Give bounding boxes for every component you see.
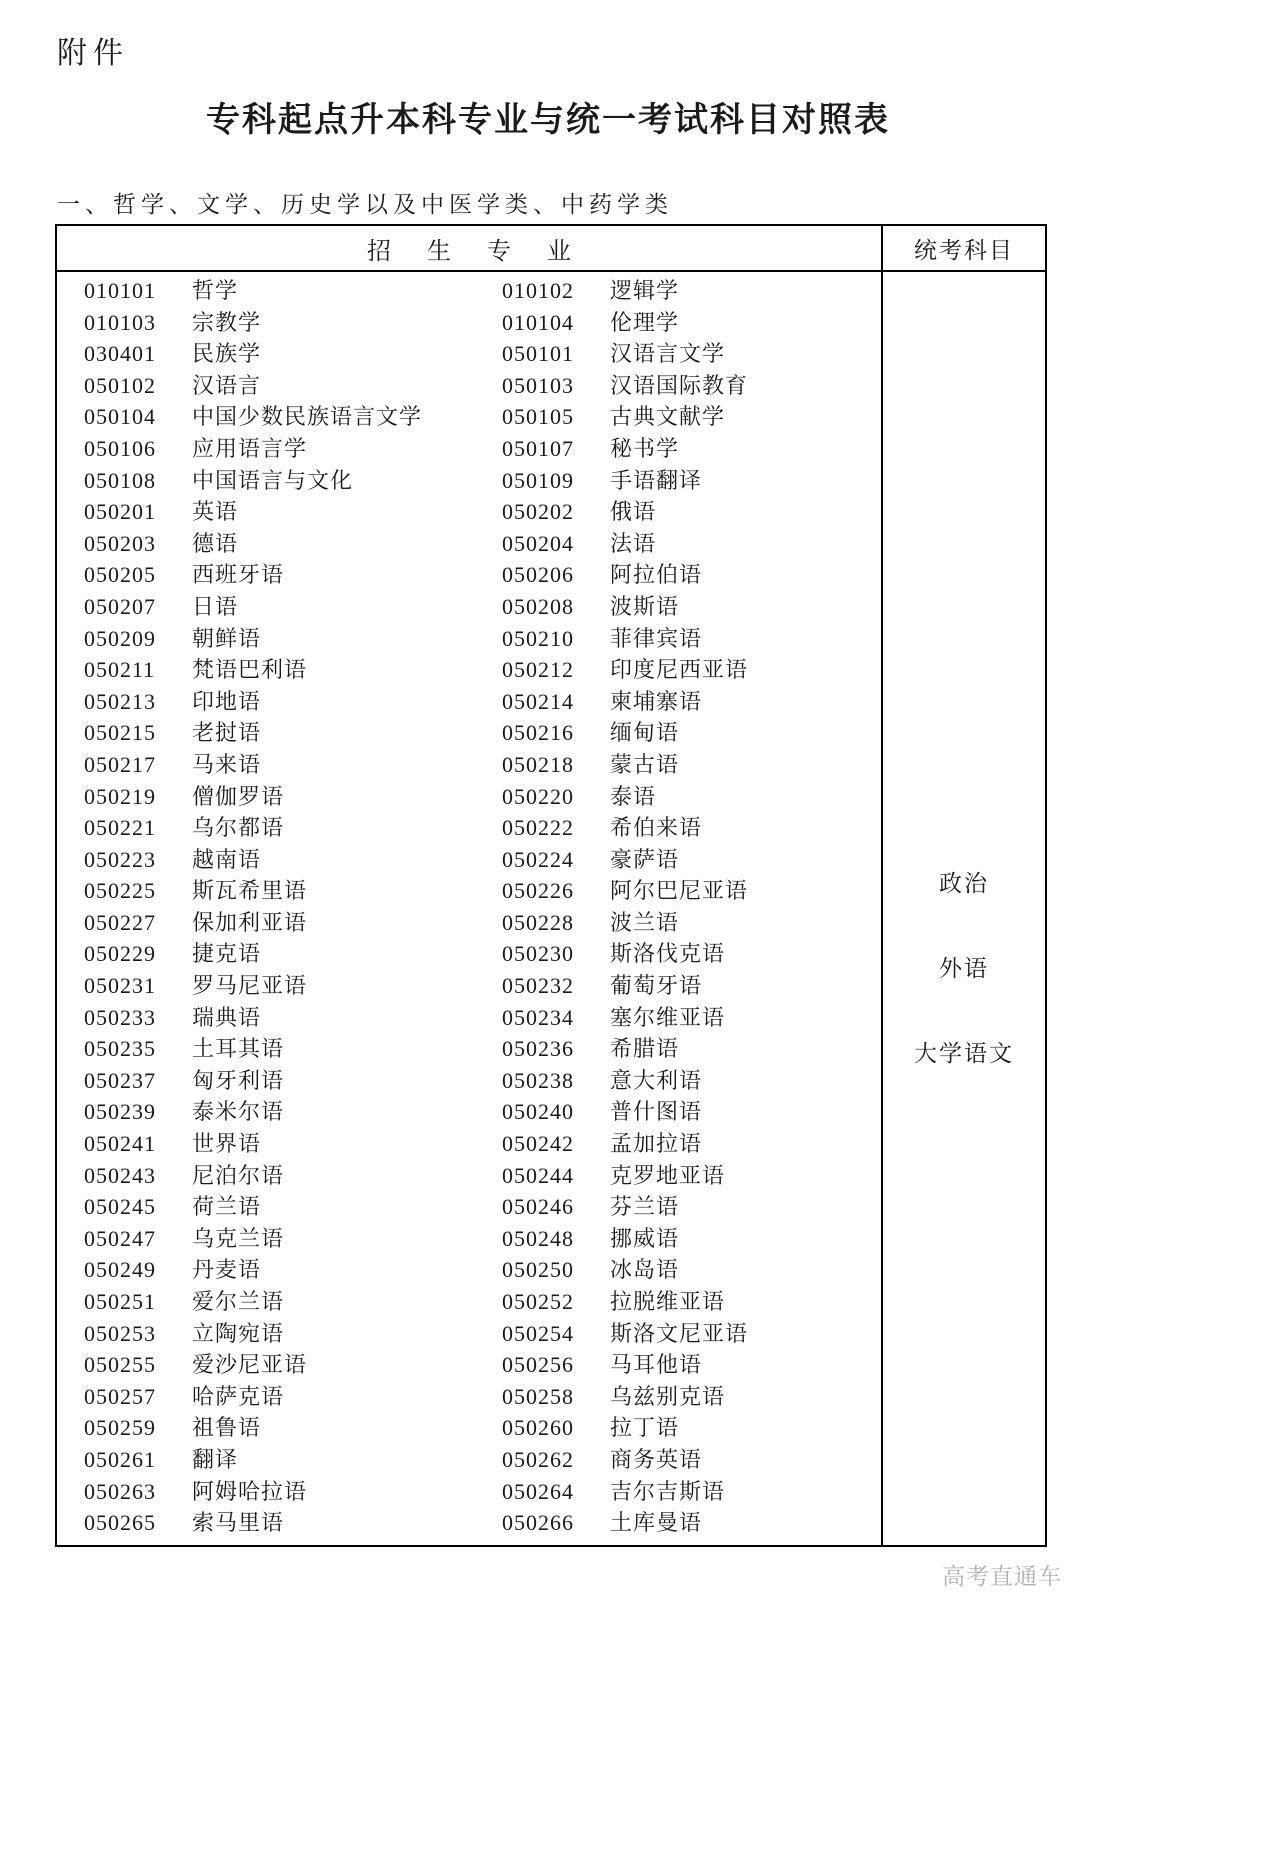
table-row <box>57 1160 881 1192</box>
major-code: 050229 <box>84 941 156 967</box>
major-code: 050265 <box>84 1510 156 1536</box>
major-entry-right <box>502 528 881 560</box>
major-name: 葡萄牙语 <box>609 973 702 999</box>
table-row <box>57 1254 881 1286</box>
major-code: 050206 <box>501 562 574 588</box>
major-name: 立陶宛语 <box>192 1320 285 1346</box>
major-name: 塞尔维亚语 <box>609 1004 725 1030</box>
major-name: 捷克语 <box>192 941 262 967</box>
major-name: 汉语国际教育 <box>609 372 748 398</box>
major-name: 挪威语 <box>609 1225 679 1251</box>
major-code: 050263 <box>84 1478 156 1504</box>
table-row <box>57 623 881 655</box>
major-entry-right <box>502 623 881 655</box>
major-code: 050208 <box>501 593 574 619</box>
major-code: 050250 <box>501 1257 574 1283</box>
majors-cell <box>56 271 882 1546</box>
table-row <box>57 1065 881 1097</box>
major-code: 050225 <box>84 878 156 904</box>
major-name: 乌克兰语 <box>192 1225 285 1251</box>
major-code: 010101 <box>84 278 156 303</box>
subjects-column-header: 统考科目 <box>882 225 1046 271</box>
major-name: 尼泊尔语 <box>192 1162 285 1188</box>
table-row <box>57 1381 881 1413</box>
major-entry-left <box>57 1223 502 1255</box>
major-entry-left <box>57 781 502 813</box>
major-name: 希伯来语 <box>609 815 702 841</box>
major-name: 应用语言学 <box>192 435 308 461</box>
major-name: 泰语 <box>609 783 656 809</box>
major-entry-right <box>502 1476 881 1508</box>
major-code: 050205 <box>84 562 156 588</box>
table-row <box>57 559 881 591</box>
major-name: 孟加拉语 <box>609 1131 702 1157</box>
major-code: 050240 <box>501 1099 574 1125</box>
major-code: 050239 <box>84 1099 156 1125</box>
subjects-cell <box>882 271 1046 1546</box>
table-row <box>57 970 881 1002</box>
major-name: 商务英语 <box>609 1446 702 1472</box>
major-code: 050202 <box>501 499 574 525</box>
major-code: 010104 <box>501 309 574 335</box>
major-name: 匈牙利语 <box>192 1067 285 1093</box>
major-entry-right <box>502 591 881 623</box>
major-entry-left <box>57 1128 502 1160</box>
major-code: 050248 <box>501 1225 574 1251</box>
major-name: 越南语 <box>192 846 262 872</box>
table-row <box>57 844 881 876</box>
major-entry-right <box>502 1096 881 1128</box>
major-code: 010102 <box>501 278 574 303</box>
major-code: 050102 <box>84 372 156 398</box>
table-row <box>57 749 881 781</box>
major-name: 吉尔吉斯语 <box>609 1478 725 1504</box>
major-code: 050224 <box>501 846 574 872</box>
major-code: 030401 <box>84 341 156 367</box>
major-code: 050226 <box>501 878 574 904</box>
major-name: 马耳他语 <box>609 1352 702 1378</box>
major-entry-left <box>57 465 502 497</box>
major-entry-left <box>57 749 502 781</box>
major-entry-right <box>502 717 881 749</box>
major-entry-right <box>502 559 881 591</box>
major-code: 050108 <box>84 467 156 493</box>
major-name: 斯瓦希里语 <box>192 878 308 904</box>
major-code: 050257 <box>84 1383 156 1409</box>
major-code: 050214 <box>501 688 574 714</box>
major-code: 050234 <box>501 1004 574 1030</box>
major-code: 050251 <box>84 1289 156 1314</box>
table-row <box>57 1002 881 1034</box>
major-entry-left <box>57 528 502 560</box>
major-name: 波兰语 <box>609 909 679 935</box>
major-code: 050105 <box>501 404 574 430</box>
table-body-row <box>56 271 1046 1546</box>
major-code: 050233 <box>84 1004 156 1030</box>
major-name: 祖鲁语 <box>192 1415 262 1441</box>
major-code: 050252 <box>501 1289 574 1314</box>
major-code: 050215 <box>84 720 156 746</box>
major-code: 050207 <box>84 593 156 619</box>
major-code: 050201 <box>84 499 156 525</box>
major-name: 印地语 <box>192 688 262 714</box>
major-code: 050259 <box>84 1415 156 1441</box>
major-code: 050254 <box>501 1320 574 1346</box>
major-code: 050216 <box>501 720 574 746</box>
exam-subject: 大学语文 <box>914 1040 1014 1066</box>
table-row <box>57 938 881 970</box>
major-name: 普什图语 <box>609 1099 702 1125</box>
table-row <box>57 875 881 907</box>
major-name: 阿姆哈拉语 <box>192 1478 308 1504</box>
major-code: 050238 <box>501 1067 574 1093</box>
major-code: 050222 <box>501 815 574 841</box>
major-name: 克罗地亚语 <box>609 1162 725 1188</box>
table-row <box>57 275 881 307</box>
major-entry-right <box>502 654 881 686</box>
major-name: 泰米尔语 <box>192 1099 285 1125</box>
major-code: 050212 <box>501 657 574 683</box>
major-name: 芬兰语 <box>609 1194 679 1220</box>
major-code: 050217 <box>84 751 156 777</box>
major-entry-left <box>57 307 502 339</box>
major-entry-right <box>502 1065 881 1097</box>
major-code: 050223 <box>84 846 156 872</box>
major-entry-right <box>502 844 881 876</box>
major-name: 豪萨语 <box>609 846 679 872</box>
major-entry-right <box>502 938 881 970</box>
major-name: 索马里语 <box>192 1510 285 1536</box>
major-entry-left <box>57 1412 502 1444</box>
table-row <box>57 1286 881 1318</box>
major-name: 英语 <box>192 499 239 525</box>
major-code: 050266 <box>501 1510 574 1536</box>
major-code: 050235 <box>84 1036 156 1062</box>
major-entry-left <box>57 1318 502 1350</box>
major-entry-left <box>57 1033 502 1065</box>
major-entry-left <box>57 875 502 907</box>
major-code: 050237 <box>84 1067 156 1093</box>
major-entry-right <box>502 307 881 339</box>
major-entry-left <box>57 1191 502 1223</box>
major-entry-left <box>57 938 502 970</box>
major-code: 050261 <box>84 1446 156 1472</box>
major-code: 050204 <box>501 530 574 556</box>
major-code: 050242 <box>501 1131 574 1157</box>
major-entry-right <box>502 1349 881 1381</box>
table-row <box>57 781 881 813</box>
major-name: 法语 <box>609 530 656 556</box>
major-code: 050219 <box>84 783 156 809</box>
major-entry-left <box>57 1444 502 1476</box>
major-name: 波斯语 <box>609 593 679 619</box>
table-row <box>57 1033 881 1065</box>
table-row <box>57 686 881 718</box>
major-code: 050243 <box>84 1162 156 1188</box>
table-row <box>57 1191 881 1223</box>
major-name: 丹麦语 <box>192 1257 262 1283</box>
major-entry-left <box>57 1254 502 1286</box>
major-name: 乌尔都语 <box>192 815 285 841</box>
major-entry-right <box>502 338 881 370</box>
table-row <box>57 496 881 528</box>
major-entry-left <box>57 1476 502 1508</box>
major-name: 世界语 <box>192 1131 262 1157</box>
table-row <box>57 654 881 686</box>
major-entry-right <box>502 686 881 718</box>
major-entry-right <box>502 1254 881 1286</box>
major-entry-right <box>502 1128 881 1160</box>
table-row <box>57 338 881 370</box>
major-name: 斯洛文尼亚语 <box>609 1320 748 1346</box>
major-name: 斯洛伐克语 <box>609 941 725 967</box>
major-name: 中国少数民族语言文学 <box>192 404 423 430</box>
major-name: 梵语巴利语 <box>192 657 308 683</box>
major-name: 哲学 <box>192 278 239 303</box>
table-row <box>57 370 881 402</box>
major-name: 德语 <box>192 530 239 556</box>
major-name: 爱尔兰语 <box>192 1289 285 1314</box>
major-entry-left <box>57 812 502 844</box>
watermark: 高考直通车 <box>942 1563 1062 1589</box>
majors-table <box>55 224 1047 1547</box>
major-entry-left <box>57 907 502 939</box>
major-code: 050245 <box>84 1194 156 1220</box>
major-code: 050236 <box>501 1036 574 1062</box>
major-name: 意大利语 <box>609 1067 702 1093</box>
major-name: 希腊语 <box>609 1036 679 1062</box>
major-code: 050109 <box>501 467 574 493</box>
section-heading: 一、哲学、文学、历史学以及中医学类、中药学类 <box>57 192 673 217</box>
major-name: 荷兰语 <box>192 1194 262 1220</box>
major-code: 050258 <box>501 1383 574 1409</box>
major-name: 宗教学 <box>192 309 262 335</box>
major-entry-right <box>502 1318 881 1350</box>
major-code: 050218 <box>501 751 574 777</box>
major-code: 050213 <box>84 688 156 714</box>
table-row <box>57 401 881 433</box>
major-name: 阿拉伯语 <box>609 562 702 588</box>
major-entry-right <box>502 1002 881 1034</box>
major-code: 050107 <box>501 435 574 461</box>
exam-subject: 政治 <box>939 870 989 896</box>
major-code: 050227 <box>84 909 156 935</box>
major-name: 翻译 <box>192 1446 239 1472</box>
major-entry-left <box>57 970 502 1002</box>
major-code: 050253 <box>84 1320 156 1346</box>
major-code: 050244 <box>501 1162 574 1188</box>
major-entry-left <box>57 591 502 623</box>
major-entry-left <box>57 623 502 655</box>
table-row <box>57 1223 881 1255</box>
major-name: 土耳其语 <box>192 1036 285 1062</box>
major-entry-right <box>502 433 881 465</box>
table-row <box>57 1349 881 1381</box>
major-entry-left <box>57 338 502 370</box>
major-name: 中国语言与文化 <box>192 467 354 493</box>
major-code: 050241 <box>84 1131 156 1157</box>
major-entry-left <box>57 1507 502 1539</box>
major-code: 050103 <box>501 372 574 398</box>
major-entry-right <box>502 907 881 939</box>
table-row <box>57 1096 881 1128</box>
major-name: 日语 <box>192 593 239 619</box>
major-name: 缅甸语 <box>609 720 679 746</box>
major-name: 罗马尼亚语 <box>192 973 308 999</box>
table-row <box>57 591 881 623</box>
table-row <box>57 717 881 749</box>
major-code: 050255 <box>84 1352 156 1378</box>
major-code: 050264 <box>501 1478 574 1504</box>
major-entry-right <box>502 1444 881 1476</box>
major-code: 050220 <box>501 783 574 809</box>
exam-subject: 外语 <box>939 955 989 981</box>
major-name: 朝鲜语 <box>192 625 262 651</box>
major-code: 050106 <box>84 435 156 461</box>
major-entry-right <box>502 875 881 907</box>
major-code: 050211 <box>84 657 156 683</box>
page-title: 专科起点升本科专业与统一考试科目对照表 <box>206 102 890 139</box>
major-entry-right <box>502 1381 881 1413</box>
major-name: 逻辑学 <box>609 278 679 303</box>
major-name: 俄语 <box>609 499 656 525</box>
major-entry-right <box>502 1033 881 1065</box>
major-entry-right <box>502 970 881 1002</box>
major-name: 手语翻译 <box>609 467 702 493</box>
major-entry-right <box>502 781 881 813</box>
major-entry-left <box>57 370 502 402</box>
table-row <box>57 528 881 560</box>
table-row <box>57 1507 881 1539</box>
major-entry-left <box>57 275 502 307</box>
table-row <box>57 307 881 339</box>
major-name: 老挝语 <box>192 720 262 746</box>
major-name: 马来语 <box>192 751 262 777</box>
major-entry-right <box>502 812 881 844</box>
major-name: 印度尼西亚语 <box>609 657 748 683</box>
major-code: 050246 <box>501 1194 574 1220</box>
major-entry-right <box>502 1191 881 1223</box>
major-entry-left <box>57 1002 502 1034</box>
major-code: 050232 <box>501 973 574 999</box>
major-name: 拉脱维亚语 <box>609 1289 725 1314</box>
major-code: 050101 <box>501 341 574 367</box>
major-name: 阿尔巴尼亚语 <box>609 878 748 904</box>
major-name: 柬埔寨语 <box>609 688 702 714</box>
exam-subjects-list <box>884 865 1044 1068</box>
table-row <box>57 433 881 465</box>
major-entry-left <box>57 1096 502 1128</box>
table-row <box>57 1412 881 1444</box>
major-entry-right <box>502 465 881 497</box>
major-entry-right <box>502 370 881 402</box>
major-entry-left <box>57 654 502 686</box>
major-code: 050210 <box>501 625 574 651</box>
major-entry-left <box>57 1349 502 1381</box>
major-code: 050231 <box>84 973 156 999</box>
major-entry-left <box>57 1286 502 1318</box>
major-code: 050203 <box>84 530 156 556</box>
major-entry-right <box>502 1160 881 1192</box>
major-name: 汉语言文学 <box>609 341 725 367</box>
major-name: 秘书学 <box>609 435 679 461</box>
major-code: 050209 <box>84 625 156 651</box>
major-entry-left <box>57 1065 502 1097</box>
major-name: 菲律宾语 <box>609 625 702 651</box>
table-row <box>57 907 881 939</box>
major-entry-left <box>57 1381 502 1413</box>
major-name: 西班牙语 <box>192 562 285 588</box>
major-name: 汉语言 <box>192 372 262 398</box>
major-code: 050230 <box>501 941 574 967</box>
table-row <box>57 812 881 844</box>
major-entry-right <box>502 1286 881 1318</box>
major-entry-left <box>57 686 502 718</box>
major-code: 050260 <box>501 1415 574 1441</box>
major-name: 民族学 <box>192 341 262 367</box>
attachment-label: 附件 <box>57 37 129 70</box>
major-entry-right <box>502 1412 881 1444</box>
major-name: 瑞典语 <box>192 1004 262 1030</box>
major-entry-left <box>57 1160 502 1192</box>
major-code: 050247 <box>84 1225 156 1251</box>
majors-column-header: 招 生 专 业 <box>56 225 882 271</box>
major-name: 土库曼语 <box>609 1510 702 1536</box>
major-code: 010103 <box>84 309 156 335</box>
major-code: 050256 <box>501 1352 574 1378</box>
major-name: 乌兹别克语 <box>609 1383 725 1409</box>
major-code: 050221 <box>84 815 156 841</box>
major-entry-left <box>57 844 502 876</box>
majors-list <box>57 275 881 1539</box>
major-entry-right <box>502 496 881 528</box>
table-row <box>57 465 881 497</box>
major-entry-left <box>57 717 502 749</box>
major-code: 050104 <box>84 404 156 430</box>
major-entry-right <box>502 401 881 433</box>
major-entry-left <box>57 559 502 591</box>
major-name: 哈萨克语 <box>192 1383 285 1409</box>
major-entry-right <box>502 749 881 781</box>
major-entry-right <box>502 275 881 307</box>
major-entry-right <box>502 1223 881 1255</box>
table-row <box>57 1476 881 1508</box>
major-name: 拉丁语 <box>609 1415 679 1441</box>
major-name: 蒙古语 <box>609 751 679 777</box>
major-name: 伦理学 <box>609 309 679 335</box>
table-row <box>57 1444 881 1476</box>
major-name: 古典文献学 <box>609 404 725 430</box>
major-code: 050228 <box>501 909 574 935</box>
major-name: 爱沙尼亚语 <box>192 1352 308 1378</box>
major-code: 050249 <box>84 1257 156 1283</box>
major-name: 冰岛语 <box>609 1257 679 1283</box>
major-entry-left <box>57 496 502 528</box>
table-row <box>57 1128 881 1160</box>
table-row <box>57 1318 881 1350</box>
table-header-row <box>56 225 1046 271</box>
major-name: 保加利亚语 <box>192 909 308 935</box>
major-code: 050262 <box>501 1446 574 1472</box>
major-name: 僧伽罗语 <box>192 783 285 809</box>
major-entry-left <box>57 433 502 465</box>
major-entry-right <box>502 1507 881 1539</box>
major-entry-left <box>57 401 502 433</box>
